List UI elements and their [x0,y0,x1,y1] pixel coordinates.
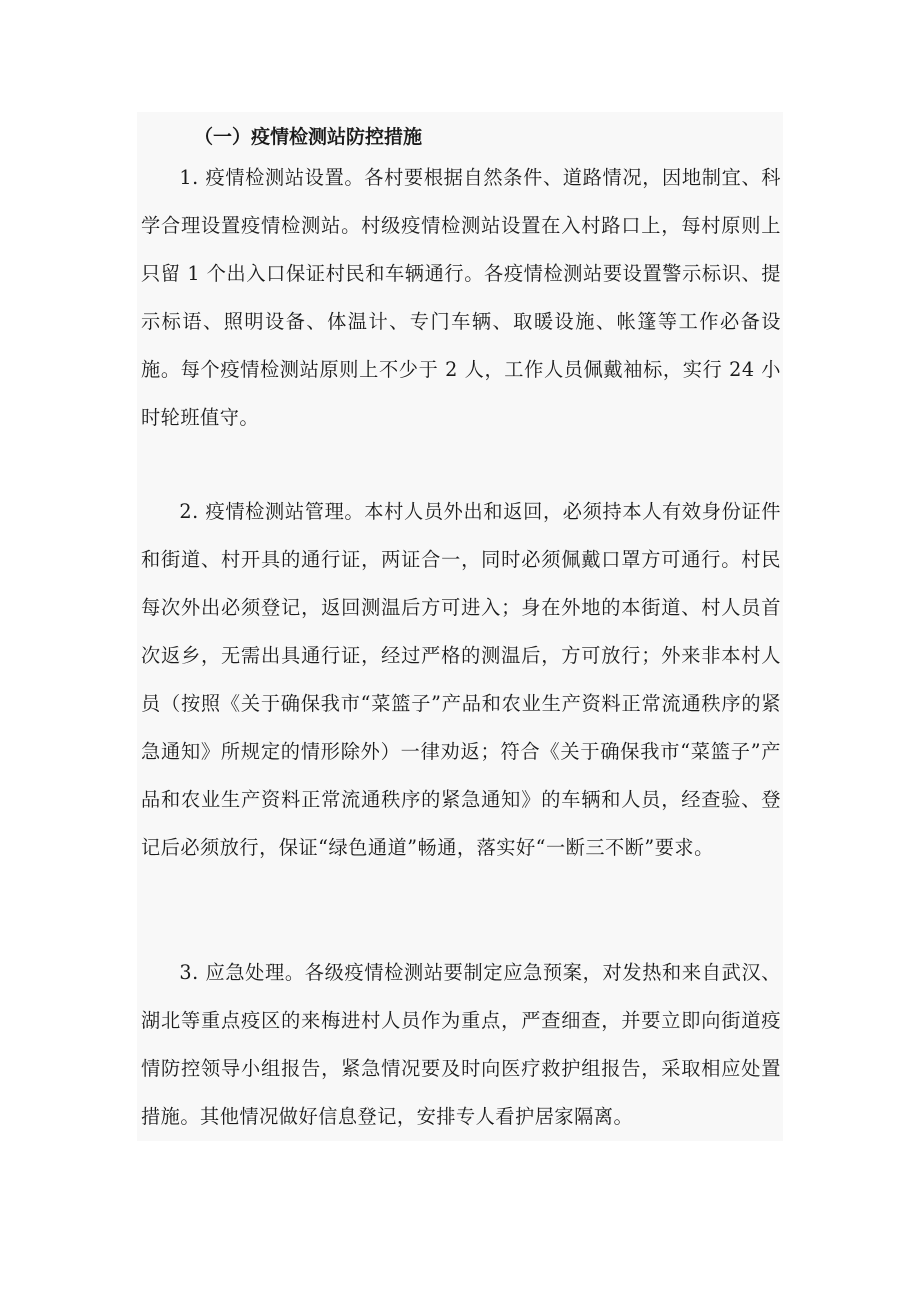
paragraph-station-setup: 1. 疫情检测站设置。各村要根据自然条件、道路情况，因地制宜、科学合理设置疫情检测站。村级疫情检测站设置在入村路口上，每村原则上只留 1 个出入口保证村民和车辆通行。各疫情检测站要设置警示标识、提示标语、照明设备、体温计、专门车辆、取暖设施、帐篷等工作必备设施。每个疫情检测站原则上不少于 2 人，工作人员佩戴袖标，实行 24 小时轮班值守。 [141,166,781,429]
document-page [137,112,783,1141]
section-heading: （一）疫情检测站防控措施 [194,126,423,148]
paragraph-station-management: 2. 疫情检测站管理。本村人员外出和返回，必须持本人有效身份证件和街道、村开具的通行证，两证合一，同时必须佩戴口罩方可通行。村民每次外出必须登记，返回测温后方可进入；身在外地的本街道、村人员首次返乡，无需出具通行证，经过严格的测温后，方可放行；外来非本村人员（按照《关于确保我市“菜篮子”产品和农业生产资料正常流通秩序的紧急通知》所规定的情形除外）一律劝返；符合《关于确保我市“菜篮子”产品和农业生产资料正常流通秩序的紧急通知》的车辆和人员，经查验、登记后必须放行，保证“绿色通道”畅通，落实好“一断三不断”要求。 [141,500,781,859]
paragraph-emergency-handling: 3. 应急处理。各级疫情检测站要制定应急预案，对发热和来自武汉、湖北等重点疫区的来梅进村人员作为重点，严查细查，并要立即向街道疫情防控领导小组报告，紧急情况要及时向医疗救护组报告，采取相应处置措施。其他情况做好信息登记，安排专人看护居家隔离。 [141,961,781,1128]
